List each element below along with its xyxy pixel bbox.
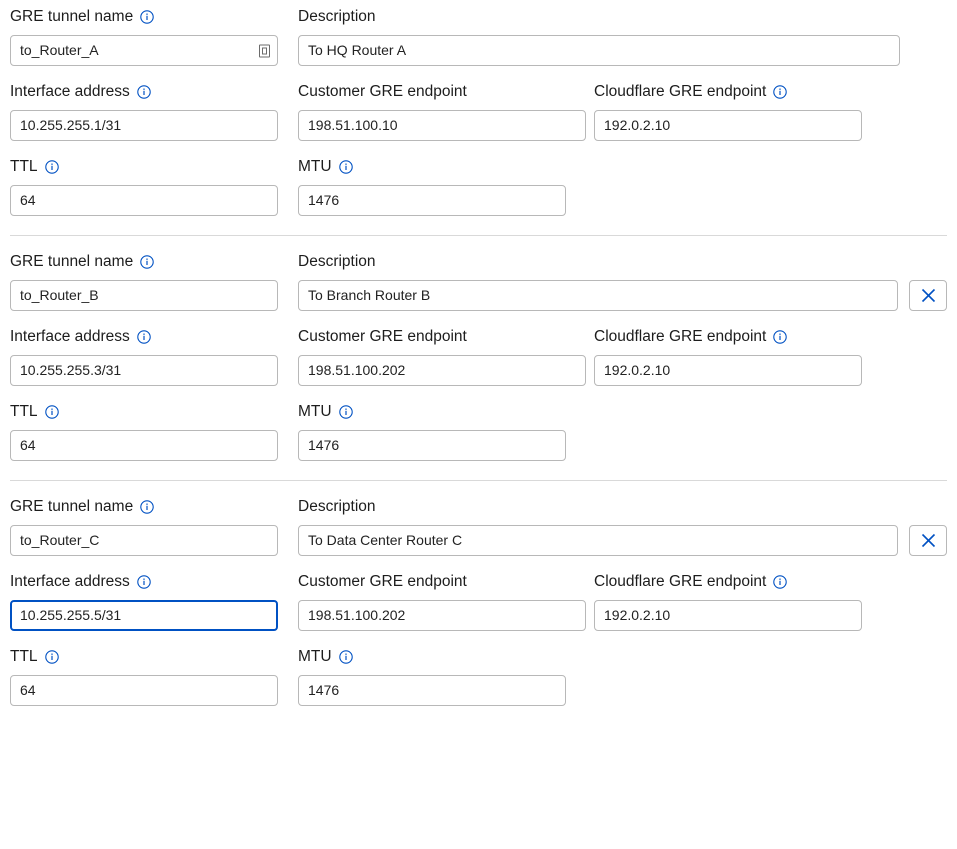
tunnel-name-input[interactable]: to_Router_A bbox=[10, 35, 278, 66]
interface-address-label: Interface address bbox=[10, 83, 130, 100]
mtu-field bbox=[298, 402, 566, 461]
cloudflare-endpoint-label: Cloudflare GRE endpoint bbox=[594, 328, 767, 345]
interface-address-label-line bbox=[10, 82, 278, 102]
addresses-row bbox=[10, 82, 947, 141]
ttl-label-line bbox=[10, 402, 278, 422]
ttl-label: TTL bbox=[10, 648, 38, 665]
close-icon bbox=[920, 287, 937, 304]
ttl-field bbox=[10, 647, 278, 706]
ttl-label-line bbox=[10, 647, 278, 667]
tunnel-description-field bbox=[298, 252, 898, 311]
tunnel-name-label: GRE tunnel name bbox=[10, 253, 134, 270]
customer-endpoint-field bbox=[298, 572, 586, 631]
cloudflare-endpoint-field bbox=[594, 572, 862, 631]
description-label-line bbox=[298, 252, 898, 272]
ttl-input[interactable]: 64 bbox=[10, 430, 278, 461]
gre-tunnels-form bbox=[0, 7, 957, 706]
customer-endpoint-input[interactable]: 198.51.100.10 bbox=[298, 110, 586, 141]
customer-endpoint-field bbox=[298, 82, 586, 141]
remove-tunnel-button[interactable] bbox=[909, 280, 947, 311]
customer-endpoint-field bbox=[298, 327, 586, 386]
tunnel-name-label: GRE tunnel name bbox=[10, 498, 134, 515]
customer-endpoint-input[interactable]: 198.51.100.202 bbox=[298, 600, 586, 631]
description-label-line bbox=[298, 497, 898, 517]
ttl-mtu-row bbox=[10, 157, 947, 216]
info-icon[interactable] bbox=[137, 330, 151, 344]
description-input[interactable]: To Branch Router B bbox=[298, 280, 898, 311]
tunnel-name-input[interactable]: to_Router_C bbox=[10, 525, 278, 556]
ttl-label-line bbox=[10, 157, 278, 177]
customer-endpoint-label: Customer GRE endpoint bbox=[298, 83, 467, 100]
description-label: Description bbox=[298, 498, 376, 515]
mtu-label-line bbox=[298, 157, 566, 177]
interface-address-input[interactable]: 10.255.255.3/31 bbox=[10, 355, 278, 386]
cloudflare-endpoint-label: Cloudflare GRE endpoint bbox=[594, 573, 767, 590]
cloudflare-endpoint-label-line bbox=[594, 327, 862, 347]
mtu-label: MTU bbox=[298, 158, 332, 175]
info-icon[interactable] bbox=[773, 575, 787, 589]
ttl-mtu-row bbox=[10, 402, 947, 461]
tunnel-name-input-wrap bbox=[10, 35, 278, 66]
info-icon[interactable] bbox=[339, 650, 353, 664]
gre-tunnel-block bbox=[10, 7, 947, 216]
remove-tunnel-button[interactable] bbox=[909, 525, 947, 556]
mtu-label-line bbox=[298, 647, 566, 667]
section-divider bbox=[10, 235, 947, 236]
info-icon[interactable] bbox=[773, 330, 787, 344]
description-label: Description bbox=[298, 253, 376, 270]
mtu-input[interactable]: 1476 bbox=[298, 430, 566, 461]
tunnel-name-label-line bbox=[10, 252, 278, 272]
customer-endpoint-label: Customer GRE endpoint bbox=[298, 328, 467, 345]
interface-address-label: Interface address bbox=[10, 328, 130, 345]
description-input[interactable]: To HQ Router A bbox=[298, 35, 900, 66]
tunnel-name-row bbox=[10, 497, 947, 556]
mtu-field bbox=[298, 157, 566, 216]
cloudflare-endpoint-input[interactable]: 192.0.2.10 bbox=[594, 110, 862, 141]
description-label-line bbox=[298, 7, 900, 27]
mtu-input[interactable]: 1476 bbox=[298, 675, 566, 706]
mtu-label: MTU bbox=[298, 648, 332, 665]
gre-tunnel-block bbox=[10, 497, 947, 706]
info-icon[interactable] bbox=[137, 85, 151, 99]
addresses-row bbox=[10, 572, 947, 631]
cloudflare-endpoint-label-line bbox=[594, 82, 862, 102]
tunnel-name-field bbox=[10, 497, 278, 556]
description-label: Description bbox=[298, 8, 376, 25]
ttl-label: TTL bbox=[10, 158, 38, 175]
tunnel-name-row bbox=[10, 7, 947, 66]
customer-endpoint-label-line bbox=[298, 327, 586, 347]
customer-endpoint-label: Customer GRE endpoint bbox=[298, 573, 467, 590]
tunnel-name-field bbox=[10, 7, 278, 66]
cloudflare-endpoint-field bbox=[594, 327, 862, 386]
info-icon[interactable] bbox=[45, 160, 59, 174]
tunnel-name-row bbox=[10, 252, 947, 311]
customer-endpoint-label-line bbox=[298, 572, 586, 592]
info-icon[interactable] bbox=[140, 500, 154, 514]
info-icon[interactable] bbox=[137, 575, 151, 589]
interface-address-field bbox=[10, 82, 278, 141]
ttl-field bbox=[10, 157, 278, 216]
interface-address-label-line bbox=[10, 572, 278, 592]
mtu-input[interactable]: 1476 bbox=[298, 185, 566, 216]
tunnel-description-field bbox=[298, 497, 898, 556]
customer-endpoint-input[interactable]: 198.51.100.202 bbox=[298, 355, 586, 386]
description-input[interactable]: To Data Center Router C bbox=[298, 525, 898, 556]
interface-address-field bbox=[10, 572, 278, 631]
cloudflare-endpoint-input[interactable]: 192.0.2.10 bbox=[594, 355, 862, 386]
ttl-mtu-row bbox=[10, 647, 947, 706]
ttl-input[interactable]: 64 bbox=[10, 675, 278, 706]
addresses-row bbox=[10, 327, 947, 386]
mtu-label-line bbox=[298, 402, 566, 422]
tunnel-name-label-line bbox=[10, 497, 278, 517]
interface-address-label: Interface address bbox=[10, 573, 130, 590]
info-icon[interactable] bbox=[45, 405, 59, 419]
tunnel-name-input[interactable]: to_Router_B bbox=[10, 280, 278, 311]
info-icon[interactable] bbox=[140, 10, 154, 24]
mtu-field bbox=[298, 647, 566, 706]
mtu-label: MTU bbox=[298, 403, 332, 420]
interface-address-field bbox=[10, 327, 278, 386]
ttl-label: TTL bbox=[10, 403, 38, 420]
interface-address-label-line bbox=[10, 327, 278, 347]
interface-address-input[interactable]: 10.255.255.5/31 bbox=[10, 600, 278, 631]
info-icon[interactable] bbox=[339, 160, 353, 174]
tunnel-name-label: GRE tunnel name bbox=[10, 8, 134, 25]
cloudflare-endpoint-label: Cloudflare GRE endpoint bbox=[594, 83, 767, 100]
ttl-field bbox=[10, 402, 278, 461]
info-icon[interactable] bbox=[339, 405, 353, 419]
close-icon bbox=[920, 532, 937, 549]
info-icon[interactable] bbox=[140, 255, 154, 269]
password-toggle-icon[interactable] bbox=[259, 44, 270, 57]
cloudflare-endpoint-input[interactable]: 192.0.2.10 bbox=[594, 600, 862, 631]
cloudflare-endpoint-label-line bbox=[594, 572, 862, 592]
ttl-input[interactable]: 64 bbox=[10, 185, 278, 216]
gre-tunnel-block bbox=[10, 252, 947, 461]
info-icon[interactable] bbox=[45, 650, 59, 664]
tunnel-name-field bbox=[10, 252, 278, 311]
section-divider bbox=[10, 480, 947, 481]
customer-endpoint-label-line bbox=[298, 82, 586, 102]
cloudflare-endpoint-field bbox=[594, 82, 862, 141]
tunnel-name-label-line bbox=[10, 7, 278, 27]
interface-address-input[interactable]: 10.255.255.1/31 bbox=[10, 110, 278, 141]
info-icon[interactable] bbox=[773, 85, 787, 99]
tunnel-description-field bbox=[298, 7, 900, 66]
